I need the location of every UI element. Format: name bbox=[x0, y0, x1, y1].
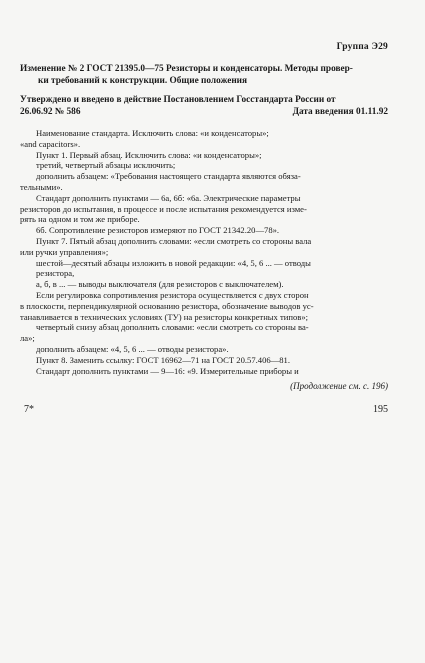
body-line: шестой—десятый абзацы изложить в новой редакции: «4, 5, 6 ... — отводы bbox=[36, 257, 311, 268]
body-line: резистора, bbox=[36, 268, 75, 279]
body-line: танавливается в технических условиях (ТУ) на резисторы конкретных типов»; bbox=[20, 311, 308, 322]
body-line: тельными». bbox=[20, 181, 63, 192]
body-line: ла»; bbox=[20, 333, 35, 344]
body-line: рять на одном и том же приборе. bbox=[20, 214, 140, 225]
continuation-note: (Продолжение см. с. 196) bbox=[290, 381, 388, 391]
body-line: дополнить абзацем: «Требования настоящего стандарта являются обяза- bbox=[36, 171, 301, 182]
body-line: третий, четвертый абзацы исключить; bbox=[36, 160, 176, 171]
approval-line2: 26.06.92 № 586 bbox=[20, 107, 81, 117]
body-line: в плоскости, перпендикулярной основанию резистора, обозначение выводов ус- bbox=[20, 300, 314, 311]
amendment-title bbox=[20, 63, 400, 87]
amendment-title-line2: ки требований к конструкции. Общие положения bbox=[38, 76, 248, 86]
amendment-title-line1: Изменение № 2 ГОСТ 21395.0—75 Резисторы и конденсаторы. Методы провер- bbox=[20, 64, 353, 74]
body-line: резисторов до испытания, в процессе и после испытания рекомендуется изме- bbox=[20, 203, 307, 214]
body-line: Стандарт дополнить пунктами — 6а, 6б: «6а. Электрические параметры bbox=[36, 192, 301, 203]
body-line: Если регулировка сопротивления резистора осуществляется с двух сторон bbox=[36, 289, 309, 300]
body-line: «and capacitors». bbox=[20, 138, 81, 149]
group-code: Группа Э29 bbox=[336, 42, 388, 52]
body-line: четвертый снизу абзац дополнить словами: «если смотреть со стороны ва- bbox=[36, 322, 309, 333]
footnote-mark: 7* bbox=[24, 404, 34, 415]
amendment-body bbox=[20, 128, 404, 376]
body-line: Стандарт дополнить пунктами — 9—16: «9. Измерительные приборы и bbox=[36, 365, 299, 376]
body-line: 6б. Сопротивление резисторов измеряют по ГОСТ 21342.20—78». bbox=[36, 225, 280, 236]
body-line: Пункт 7. Пятый абзац дополнить словами: «если смотреть со стороны вала bbox=[36, 235, 312, 246]
introduction-date: Дата введения 01.11.92 bbox=[292, 107, 388, 117]
body-line: Пункт 1. Первый абзац. Исключить слова: «и конденсаторы»; bbox=[36, 149, 262, 160]
page-number: 195 bbox=[373, 404, 388, 415]
approval-line1: Утверждено и введено в действие Постановлением Госстандарта России от bbox=[20, 95, 336, 105]
body-line: дополнить абзацем: «4, 5, 6 ... — отводы резистора». bbox=[36, 343, 229, 354]
body-line: Пункт 8. Заменить ссылку: ГОСТ 16962—71 на ГОСТ 20.57.406—81. bbox=[36, 354, 291, 365]
body-line: или ручки управления»; bbox=[20, 246, 109, 257]
body-line: а, б, в ... — выводы выключателя (для резисторов с выключателем). bbox=[36, 279, 284, 290]
body-line: Наименование стандарта. Исключить слова: «и конденсаторы»; bbox=[36, 128, 269, 138]
